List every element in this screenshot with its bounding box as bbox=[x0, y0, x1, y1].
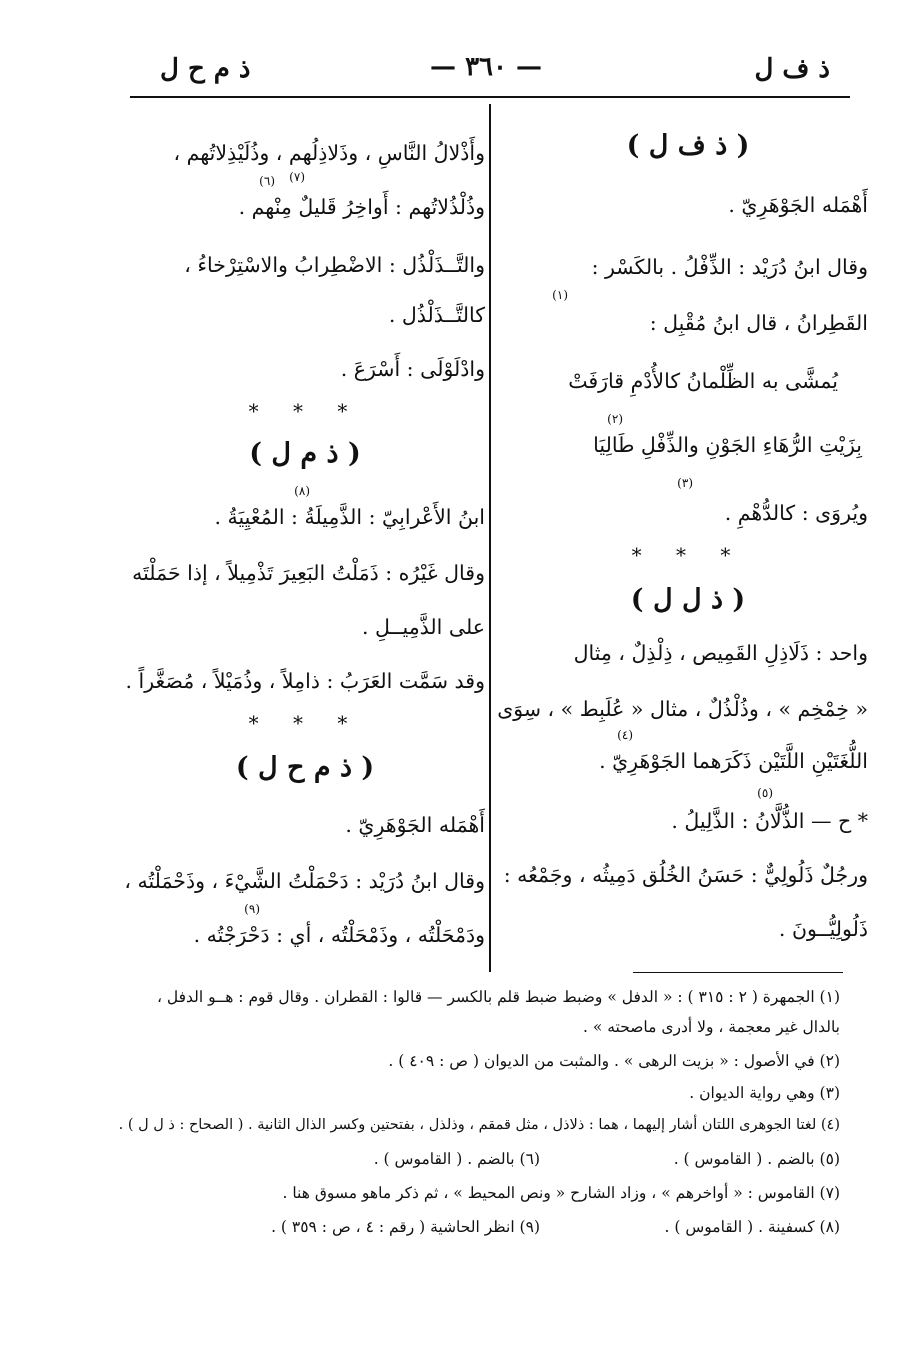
footnote: (٩) انظر الحاشية ( رقم : ٤ ، ص : ٣٥٩ ) . bbox=[271, 1218, 540, 1236]
footnote-mark: (٤) bbox=[617, 728, 633, 742]
entry-text-line: ويُروَى : كالدُّهْمِ . bbox=[724, 501, 868, 525]
footnote: (٧) القاموس : « أواخرهم » ، وزاد الشارح « ونص المحيط » ، ثم ذكر ماهو مسوق هنا . bbox=[282, 1184, 840, 1202]
footnote-mark: (٨) bbox=[294, 484, 310, 498]
entry-text-line: القَطِرانُ ، قال ابنُ مُقْبِل : bbox=[649, 311, 868, 335]
entry-text-line: ودَمْحَلْتُه ، وذَمْحَلْتُه ، أي : دَحْرَجْتُه . bbox=[193, 923, 485, 947]
footnote-mark: (٥) bbox=[757, 786, 773, 800]
footnote: (٦) بالضم . ( القاموس ) . bbox=[373, 1150, 540, 1168]
footnote-mark: (٧) bbox=[289, 170, 305, 184]
entry-text-line: أَهْمَله الجَوْهَرِيّ . bbox=[345, 813, 485, 837]
footnote: (١) الجمهرة ( ٢ : ٣١٥ ) : « الدفل » وضبط ضبط قلم بالكسر — قالوا : القطران . وقال قوم : هــو الدفل ، bbox=[156, 988, 840, 1006]
footnote: (٤) لغتا الجوهرى اللتان أشار إليهما ، هما : ذلاذل ، مثل قمقم ، وذلذل ، بفتحتين وكسر الذال الثانية . ( الصحاح : ذ ل ل ) . bbox=[118, 1117, 840, 1133]
footnote: (٨) كسفينة . ( القاموس ) . bbox=[664, 1218, 840, 1236]
entry-text-line: ورجُلٌ ذَلُولِيٌّ : حَسَنُ الخُلُق دَمِيثُه ، وجَمْعُه : bbox=[503, 863, 868, 887]
footnote-mark: (٣) bbox=[677, 476, 693, 490]
entry-title-dhml: ( ذ م ل ) bbox=[249, 438, 361, 469]
entry-text-line: وأَذْلالُ النَّاسِ ، وذَلاذِلُهم ، وذُلَيْذِلاتُهم ، bbox=[173, 141, 485, 165]
entry-text-line: اللُّغَتَيْنِ اللَّتَيْن ذَكَرَهما الجَوْهَرِيّ . bbox=[599, 749, 868, 773]
column-divider bbox=[489, 104, 491, 972]
entry-text-line: وقال ابنُ دُرَيْد : دَحْمَلْتُ الشَّيْءَ ، وذَحْمَلْتُه ، bbox=[124, 869, 485, 893]
footnote-mark: (٩) bbox=[244, 902, 260, 916]
entry-text-line: « خِمْخِم » ، وذُلْذُلٌ ، مثال « عُلَبِط » ، سِوَى bbox=[497, 697, 868, 721]
entry-title-dhll: ( ذ ل ل ) bbox=[630, 584, 746, 615]
footnote: (٣) وهي رواية الديوان . bbox=[689, 1084, 840, 1102]
footnote-mark: (٢) bbox=[607, 412, 623, 426]
entry-text-line: * ح — الذُّلَّانُ : الذَّلِيلُ . bbox=[671, 809, 868, 833]
footnote: (٥) بالضم . ( القاموس ) . bbox=[673, 1150, 840, 1168]
entry-text-line: كالتَّــذَلْذُل . bbox=[388, 303, 485, 327]
entry-text-line: وادْلَوْلَى : أَسْرَعَ . bbox=[340, 357, 485, 381]
entry-text-line: والتَّــذَلْذُل : الاضْطِرابُ والاسْتِرْخاءُ ، bbox=[184, 253, 485, 277]
section-separator: * * * bbox=[631, 543, 745, 567]
entry-title-dhfl: ( ذ ف ل ) bbox=[626, 130, 750, 161]
footnote-mark: (١) bbox=[552, 288, 568, 302]
entry-text-line: وذُلْذُلاتُهم : أَواخِرُ قَليلٌ مِنْهم . bbox=[238, 195, 485, 219]
running-head-right: ذ ف ل bbox=[754, 54, 830, 84]
entry-text-line: وقد سَمَّت العَرَبُ : ذامِلاً ، وذُمَيْلاً ، مُصَغَّراً . bbox=[125, 669, 485, 693]
verse-line: بِزَيْتِ الرُّهَاءِ الجَوْنِ والذِّفْلِ طَالِيَا bbox=[593, 433, 862, 457]
header-rule bbox=[130, 96, 850, 98]
entry-text-line: وقال غَيْرُه : ذَمَلْتُ البَعِيرَ تَذْمِيلاً ، إذا حَمَلْتَه bbox=[132, 561, 485, 585]
footnote-rule bbox=[633, 972, 843, 973]
footnote: (٢) في الأصول : « بزيت الرهى » . والمثبت من الديوان ( ص : ٤٠٩ ) . bbox=[388, 1052, 840, 1070]
entry-text-line: وقال ابنُ دُرَيْد : الذِّفْلُ . بالكَسْر : bbox=[591, 255, 868, 279]
footnote: بالدال غير معجمة ، ولا أدرى ماصحته » . bbox=[582, 1018, 840, 1036]
entry-text-line: ابنُ الأَعْرابِيّ : الذَّمِيلَةُ : المُعْيِيَةُ . bbox=[214, 505, 485, 529]
verse-line: يُمشَّى به الظِّلْمانُ كالأُدْمِ قارَفَتْ bbox=[568, 369, 838, 393]
entry-text-line: ذَلُولِيُّــونَ . bbox=[778, 917, 868, 941]
footnote-mark: (٦) bbox=[259, 174, 275, 188]
running-head-left: ذ م ح ل bbox=[160, 54, 251, 84]
entry-text-line: أَهْمَله الجَوْهَرِيّ . bbox=[728, 193, 868, 217]
entry-title-dhmhl: ( ذ م ح ل ) bbox=[235, 752, 375, 783]
page-number: — ٣٦٠ — bbox=[430, 52, 543, 82]
page-header bbox=[130, 48, 850, 98]
section-separator: * * * bbox=[248, 399, 362, 423]
entry-text-line: واحد : ذَلَاذِلِ القَمِيص ، ذِلْذِلٌ ، مِثال bbox=[573, 641, 868, 665]
entry-text-line: على الذَّمِيــلِ . bbox=[361, 615, 485, 639]
section-separator: * * * bbox=[248, 711, 362, 735]
